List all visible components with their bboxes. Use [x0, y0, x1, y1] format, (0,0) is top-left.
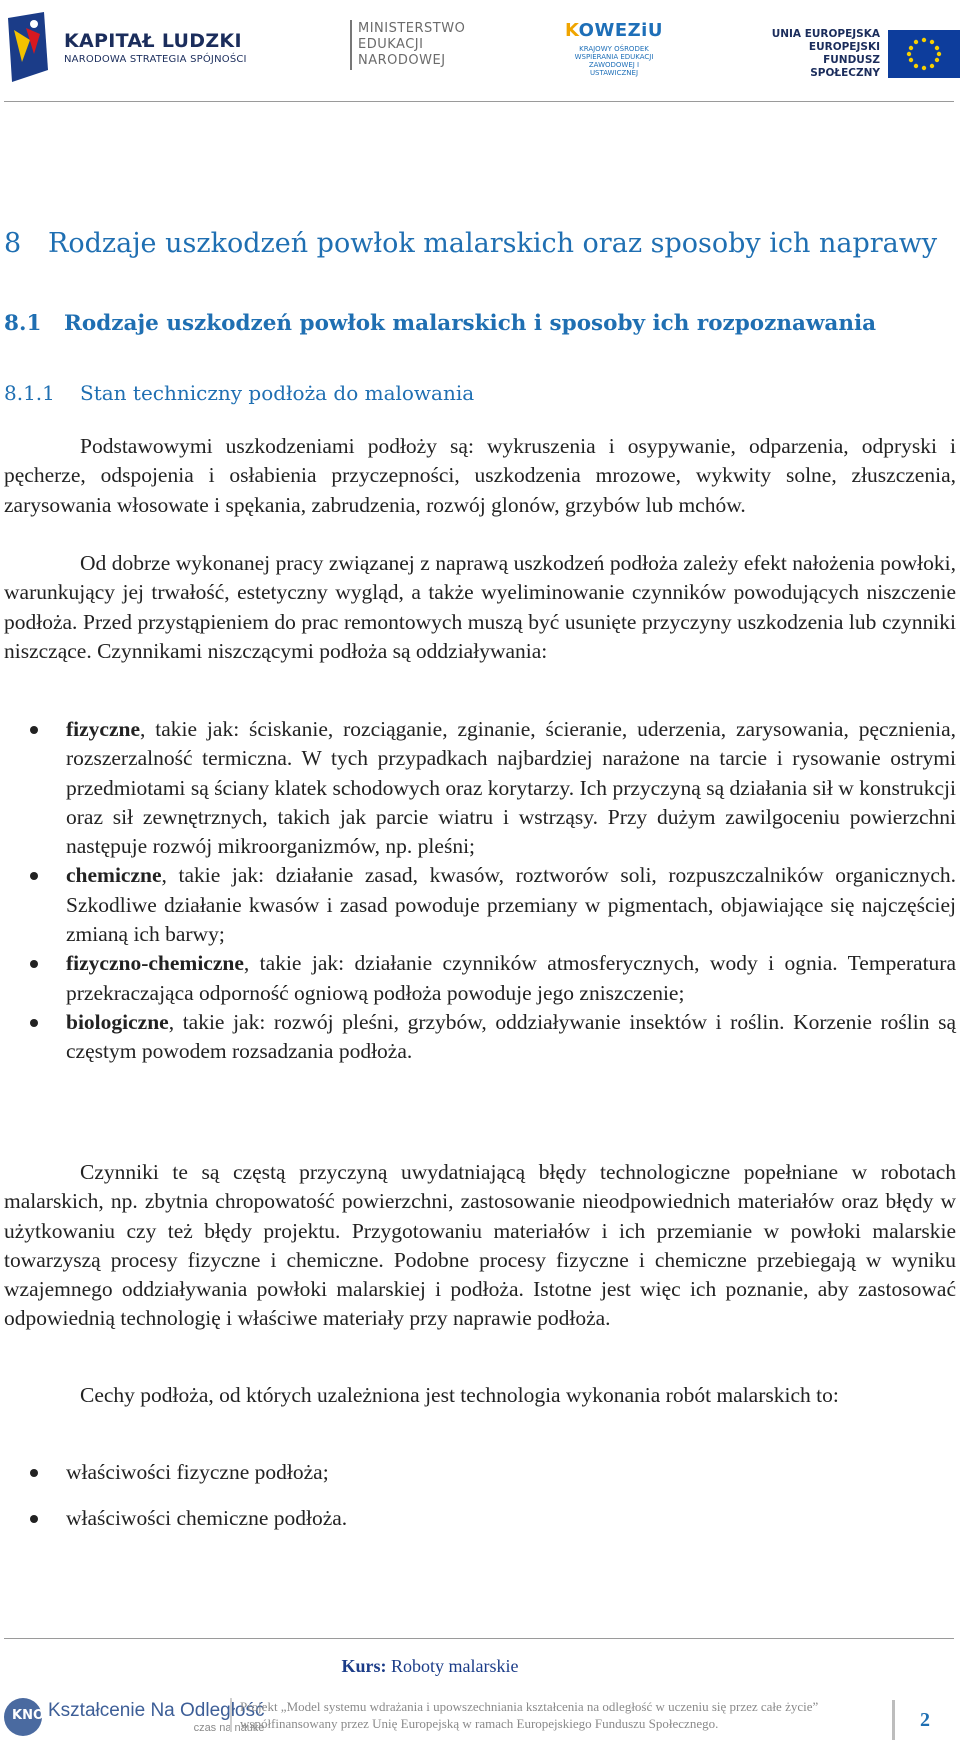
- ue-line-2: EUROPEJSKI: [808, 41, 880, 53]
- list-item: [4, 1008, 956, 1067]
- course-label: [0, 1656, 860, 1677]
- header-divider: [4, 101, 954, 102]
- kno-title: Kształcenie Na Odległość: [48, 1700, 265, 1721]
- destructive-factors-list: [4, 715, 956, 1067]
- ministry-logo: [350, 20, 465, 70]
- kno-mark-text: KNO: [12, 1708, 45, 1723]
- page-footer: [0, 1690, 960, 1749]
- ue-line-3: FUNDUSZ SPOŁECZNY: [810, 54, 880, 79]
- subsection-title: Stan techniczny podłoża do malowania: [80, 381, 475, 405]
- section-heading: [4, 311, 876, 336]
- chapter-heading: [4, 228, 937, 259]
- paragraph-damages: Podstawowymi uszkodzeniami podłoży są: wykruszenia i osypywanie, odparzenia, odpryski i pęcherze, odspojenia i osłabienia przyczepności, uszkodzenia mrozowe, wykwity solne, złuszczenia, zarysowania włosowate i spękania, zabrudzenia, rozwój glonów, grzybów lub mchów.: [4, 434, 956, 517]
- chapter-number: 8: [4, 228, 22, 259]
- factor-text: , takie jak: rozwój pleśni, grzybów, oddziaływanie insektów i roślin. Korzenie roślin są częstym powodem rozsadzania podłoża.: [66, 1009, 956, 1064]
- list-item: [4, 715, 956, 861]
- paragraph-repair-effect: Od dobrze wykonanej pracy związanej z naprawą uszkodzeń podłoża zależy efekt nałożenia powłoki, warunkujący jej trwałość, estetyczny wygląd, a także wyeliminowanie czynników powodujących niszczenie podłoża. Przed przystąpieniem do prac remontowych muszą być usunięte przyczyny uszkodzenia lub czynniki niszczące. Czynnikami niszczącymi podłoża są oddziaływania:: [4, 551, 956, 663]
- factor-term: fizyczno-chemiczne: [66, 951, 244, 976]
- kowezu-title-b: OWEZiU: [578, 20, 663, 41]
- factor-text: , takie jak: działanie czynników atmosferycznych, wody i ognia. Temperatura przekraczająca odporność ogniową podłoża powoduje jego zniszczenie;: [66, 951, 956, 1005]
- kowezu-title: [564, 20, 664, 41]
- subsection-heading: [4, 381, 474, 405]
- kapital-ludzki-subtitle: NARODOWA STRATEGIA SPÓJNOŚCI: [64, 53, 247, 65]
- course-name: Roboty malarskie: [391, 1656, 519, 1676]
- project-line-2: współfinansowany przez Unię Europejską w ramach Europejskiego Funduszu Społecznego.: [240, 1716, 719, 1731]
- paragraph-factors-errors: Czynniki te są częstą przyczyną uwydatniającą błędy technologiczne popełniane w robotach malarskich, np. zbytnia chropowatość powierzchni, zastosowanie nieodpowiednich materiałów oraz błędy w użytkowaniu czy też błędy projektu. Przygotowaniu materiałów i ich przemianie w powłoki malarskie towarzyszą procesy fizyczne i chemiczne. Podobne procesy fizyczne i chemiczne przebiegają w wyniku wzajemnego oddziaływania powłoki malarskiej i podłoża. Istotne jest więc ich poznanie, aby zastosować odpowiednią technologię i właściwe materiały przy naprawie podłoża.: [4, 1160, 956, 1331]
- kowezu-logo: [564, 20, 664, 77]
- eu-logo: [766, 28, 960, 80]
- kno-logo: [4, 1698, 265, 1736]
- factor-term: fizyczne: [66, 717, 141, 741]
- factor-text: , takie jak: działanie zasad, kwasów, roztworów soli, rozpuszczalników organicznych. Szkodliwe działanie kwasów i zasad powoduje przemiany w pigmentach, objawiające się najczęściej zmianą ich barwy;: [66, 863, 956, 947]
- factor-term: chemiczne: [66, 863, 162, 888]
- eu-flag-icon: [888, 30, 960, 78]
- ministry-line-1: MINISTERSTWO: [358, 21, 466, 36]
- section-number: 8.1: [4, 311, 42, 336]
- list-item: [4, 1504, 956, 1533]
- substrate-properties-list: [4, 1458, 956, 1551]
- paragraph-block-2: [4, 549, 956, 666]
- page-header: [0, 0, 960, 104]
- paragraph-block-1: [4, 432, 956, 520]
- paragraph-substrate-features: Cechy podłoża, od których uzależniona jest technologia wykonania robót malarskich to:: [80, 1383, 839, 1407]
- project-line-1: Projekt „Model systemu wdrażania i upowszechniania kształcenia na odległość w uczeniu się przez całe życie”: [240, 1699, 819, 1714]
- bullet-icon: [30, 872, 38, 880]
- bullet-icon: [30, 1019, 38, 1027]
- section-title: Rodzaje uszkodzeń powłok malarskich i sposoby ich rozpoznawania: [64, 311, 877, 336]
- chapter-title: Rodzaje uszkodzeń powłok malarskich oraz sposoby ich naprawy: [48, 228, 938, 259]
- kapital-ludzki-logo: [4, 10, 247, 84]
- project-note: [230, 1698, 900, 1732]
- bullet-icon: [30, 1515, 38, 1523]
- kapital-ludzki-title: KAPITAŁ LUDZKI: [64, 29, 242, 52]
- factor-term: biologiczne: [66, 1009, 169, 1034]
- kno-subtitle: czas na nauke: [193, 1722, 265, 1734]
- paragraph-block-3: [4, 1158, 956, 1334]
- subsection-number: 8.1.1: [4, 381, 55, 405]
- list-item: [4, 1458, 956, 1487]
- ministry-line-2: EDUKACJI: [358, 37, 424, 52]
- bullet-icon: [30, 1469, 38, 1477]
- bullet-icon: [30, 726, 38, 734]
- kowezu-title-a: K: [565, 20, 579, 41]
- ministry-bar: [350, 20, 352, 70]
- bullet-icon: [30, 960, 38, 968]
- ue-line-1: UNIA EUROPEJSKA: [771, 28, 880, 40]
- list-item: [4, 949, 956, 1008]
- paragraph-block-4: [4, 1381, 956, 1410]
- kowezu-subtitle: KRAJOWY OŚRODEK WSPIERANIA EDUKACJI ZAWODOWEJ I USTAWICZNEJ: [574, 45, 654, 77]
- property-text: właściwości fizyczne podłoża;: [66, 1460, 329, 1484]
- footer-divider: [4, 1638, 954, 1639]
- page-number: 2: [892, 1700, 955, 1740]
- factor-text: , takie jak: ściskanie, rozciąganie, zginanie, ścieranie, uderzenia, zarysowania, pęcznienia, rozszerzalność termiczna. W tych przypadkach najbardziej narażone na tarcie i rysowanie ostrymi przedmiotami są ściany klatek schodowych oraz korytarzy. Ich przyczyną są działania sił w konstrukcji oraz sił zewnętrznych, takich jak parcie wiatru i wstrząsy. Przy dużym zawilgoceniu powierzchni następuje rozwój mikroorganizmów, np. pleśni;: [66, 717, 956, 859]
- kapital-ludzki-emblem-icon: [4, 10, 52, 84]
- kno-emblem-icon: [4, 1698, 45, 1736]
- property-text: właściwości chemiczne podłoża.: [66, 1506, 348, 1531]
- ministry-line-3: NARODOWEJ: [358, 53, 446, 68]
- course-label-key: Kurs:: [341, 1656, 387, 1676]
- list-item: [4, 861, 956, 949]
